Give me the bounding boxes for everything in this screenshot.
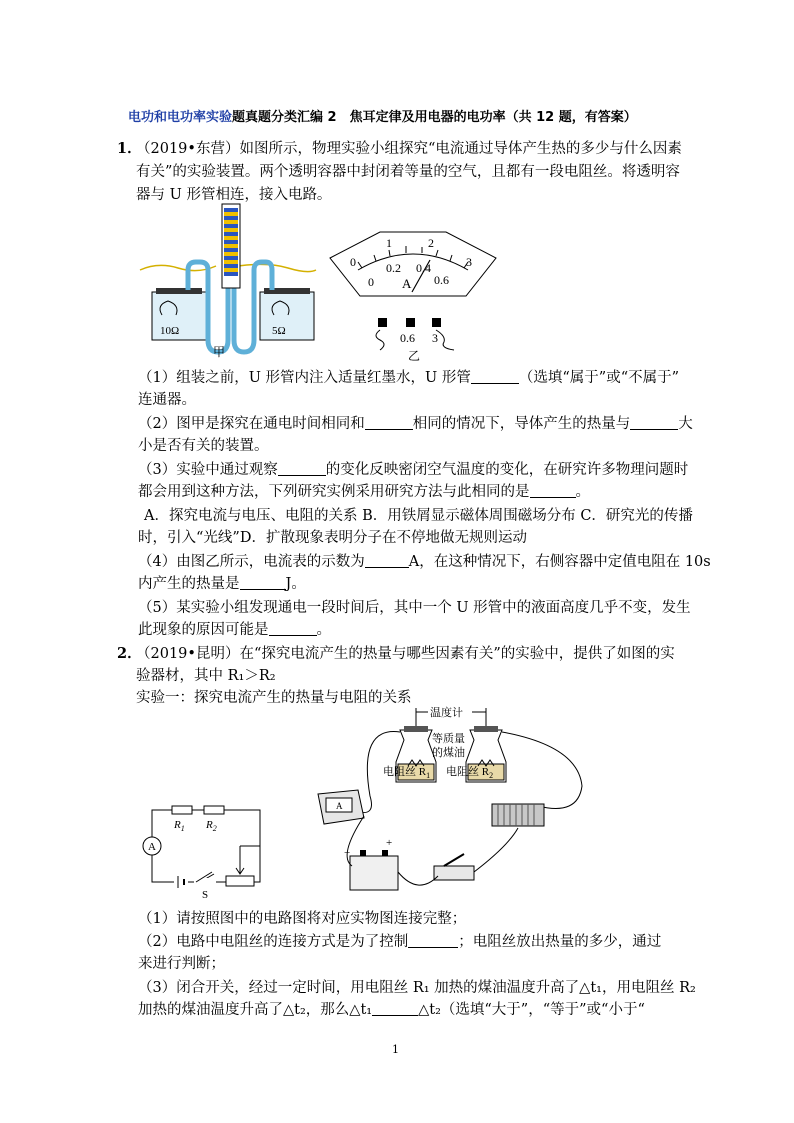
q1-part2: （2）图甲是探究在通电时间相同和 相同的情况下，导体产生的热量与 大: [138, 416, 693, 432]
page-number: 1: [392, 1043, 399, 1056]
answer-blank[interactable]: [365, 553, 409, 568]
schematic-ammeter: A: [148, 841, 156, 853]
title-highlight: 电功和电功率实验: [128, 110, 233, 125]
answer-blank[interactable]: [372, 1001, 418, 1016]
figure-jia-u-tube-apparatus: [138, 200, 318, 362]
figure-jia-caption: 甲: [213, 345, 226, 359]
schematic-r2: $R_2$: [206, 819, 217, 833]
q2-part3: （3）闭合开关，经过一定时间，用电阻丝 R₁ 加热的煤油温度升高了△t₁，用电阻丝 R₂: [138, 980, 696, 996]
oil-label-2: 的煤油: [432, 747, 465, 759]
answer-blank[interactable]: [269, 621, 317, 636]
scale-top-0: 0: [350, 255, 356, 269]
q1-part4-cont: 内产生的热量是 J。: [138, 576, 306, 592]
q2-part3-cont: 加热的煤油温度升高了△t₂，那么△t₁ △t₂（选填“大于”，“等于”或“小于“: [138, 1002, 645, 1018]
q1-part1-cont: 连通器。: [138, 392, 196, 408]
answer-blank[interactable]: [240, 575, 286, 590]
resistor-left-label: 10Ω: [160, 325, 180, 337]
thermometer-label: 温度计: [430, 707, 463, 719]
figure-q2-apparatus: [138, 706, 598, 902]
q1-part5: （5）某实验小组发现通电一段时间后，其中一个 U 形管中的液面高度几乎不变，发生: [138, 600, 691, 616]
scale-bottom-2: 0.4: [416, 261, 431, 275]
scale-top-2: 2: [428, 236, 434, 250]
schematic-r1: $R_1$: [174, 819, 185, 833]
q1-part1: （1）组装之前，U 形管内注入适量红墨水，U 形管 （选填“属于”或“不属于”: [138, 370, 680, 386]
q1-line1: （2019•东营）如图所示，物理实验小组探究“电流通过导体产生热的多少与什么因素: [136, 141, 682, 157]
answer-blank[interactable]: [278, 461, 326, 476]
q1-number: 1．: [117, 140, 142, 157]
q1-part5-cont: 此现象的原因可能是 。: [138, 622, 331, 638]
q1-line3: 器与 U 形管相连，接入电路。: [136, 187, 332, 203]
q2-line2: 验器材，其中 R₁＞R₂: [136, 668, 276, 684]
scale-top-3: 3: [466, 255, 472, 269]
ammeter-device-label: A: [336, 801, 343, 811]
battery-plus: +: [386, 837, 393, 849]
scale-bottom-0: 0: [368, 275, 374, 289]
document-title: [128, 106, 637, 125]
oil-label-1: 等质量: [432, 733, 465, 745]
terminal-06: 0.6: [400, 331, 415, 345]
wire1-label: 电阻丝 $R_1$: [383, 766, 431, 780]
q1-options-line2: 时，引入“光线”D．扩散现象表明分子在不停地做无规则运动: [138, 530, 527, 546]
q2-part2-cont: 来进行判断；: [138, 956, 225, 972]
figure-yi-ammeter: [328, 228, 498, 362]
q2-number: 2．: [117, 645, 142, 662]
q1-part4: （4）由图乙所示，电流表的示数为 A，在这种情况下，右侧容器中定值电阻在 10s: [138, 554, 711, 570]
figure-yi-caption: 乙: [408, 349, 421, 362]
q2-part2: （2）电路中电阻丝的连接方式是为了控制 ；电阻丝放出热量的多少，通过: [138, 934, 662, 950]
q1-part3: （3）实验中通过观察 的变化反映密闭空气温度的变化，在研究许多物理问题时: [138, 462, 689, 478]
title-rest: 题真题分类汇编 2 焦耳定律及用电器的电功率（共 12 题，有答案）: [232, 110, 637, 125]
resistor-right-label: 5Ω: [272, 325, 286, 337]
wire2-label: 电阻丝 $R_2$: [446, 766, 494, 780]
answer-blank[interactable]: [471, 369, 519, 384]
ammeter-unit: A: [402, 276, 412, 291]
q2-line1: （2019•昆明）在“探究电流产生的热量与哪些因素有关”的实验中，提供了如图的实: [136, 646, 675, 662]
q1-part2-cont: 小是否有关的装置。: [138, 438, 269, 454]
schematic-switch: S: [202, 889, 209, 901]
scale-top-1: 1: [386, 236, 392, 250]
q1-line2: 有关”的实验装置。两个透明容器中封闭着等量的空气，且都有一段电阻丝。将透明容: [136, 164, 680, 180]
scale-bottom-1: 0.2: [386, 261, 401, 275]
q2-part1: （1）请按照图中的电路图将对应实物图连接完整；: [138, 911, 467, 927]
q1-options-line1: A．探究电流与电压、电阻的关系 B．用铁屑显示磁体周围磁场分布 C．研究光的传播: [144, 508, 693, 524]
scale-bottom-3: 0.6: [434, 273, 449, 287]
terminal-3: 3: [432, 331, 438, 345]
answer-blank[interactable]: [365, 415, 413, 430]
battery-minus: −: [344, 847, 351, 859]
answer-blank[interactable]: [408, 933, 458, 948]
answer-blank[interactable]: [630, 415, 678, 430]
answer-blank[interactable]: [530, 483, 576, 498]
q1-part3-cont: 都会用到这种方法，下列研究实例采用研究方法与此相同的是 。: [138, 484, 590, 500]
q2-experiment1: 实验一：探究电流产生的热量与电阻的关系: [136, 690, 412, 706]
